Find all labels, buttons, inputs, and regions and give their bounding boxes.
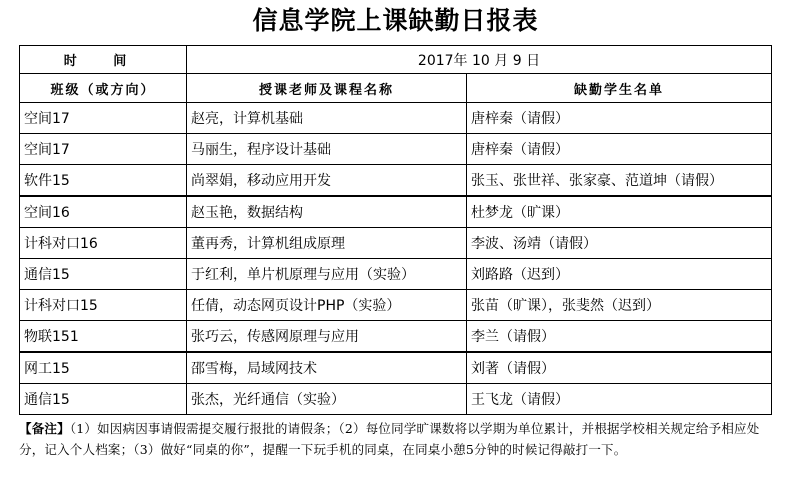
class-cell: 计科对口15: [20, 290, 187, 321]
absent-cell: 杜梦龙（旷课）: [467, 196, 772, 228]
teacher-course-cell: 赵亮，计算机基础: [187, 103, 467, 134]
teacher-course-cell: 董再秀，计算机组成原理: [187, 228, 467, 259]
table-row: [20, 290, 772, 321]
teacher-course-cell: 任倩，动态网页设计PHP（实验）: [187, 290, 467, 321]
table-row: [20, 352, 772, 384]
absent-cell: 刘著（请假）: [467, 352, 772, 384]
header-row: [20, 74, 772, 103]
absent-cell: 唐梓秦（请假）: [467, 134, 772, 165]
table-row: [20, 228, 772, 259]
table-row: [20, 196, 772, 228]
teacher-course-cell: 张巧云，传感网原理与应用: [187, 321, 467, 353]
class-cell: 通信15: [20, 384, 187, 415]
teacher-course-cell: 马丽生，程序设计基础: [187, 134, 467, 165]
class-cell: 物联151: [20, 321, 187, 353]
absent-cell: 张玉、张世祥、张家豪、范道坤（请假）: [467, 165, 772, 197]
table-row: [20, 103, 772, 134]
teacher-course-cell: 赵玉艳，数据结构: [187, 196, 467, 228]
report-title: 信息学院上课缺勤日报表: [252, 6, 539, 35]
time-row: [20, 46, 772, 74]
class-cell: 软件15: [20, 165, 187, 197]
table-row: [20, 321, 772, 353]
remarks-tag: 【备注】: [19, 421, 70, 436]
class-cell: 计科对口16: [20, 228, 187, 259]
table-row: [20, 259, 772, 290]
class-cell: 空间17: [20, 134, 187, 165]
teacher-course-cell: 邵雪梅，局域网技术: [187, 352, 467, 384]
absent-cell: 刘路路（迟到）: [467, 259, 772, 290]
header-absent: 缺勤学生名单: [467, 74, 772, 103]
absent-cell: 张苗（旷课），张斐然（迟到）: [467, 290, 772, 321]
remarks-text: （1）如因病因事请假需提交履行报批的请假条；（2）每位同学旷课数将以学期为单位累计，并根据学校相关规定给予相应处分，记入个人档案；（3）做好“同桌的你”，提醒一下玩手机的同桌，在同桌小憩5分钟的时候记得敲打一下。: [19, 421, 760, 457]
absent-cell: 李波、汤靖（请假）: [467, 228, 772, 259]
class-cell: 空间16: [20, 196, 187, 228]
absent-cell: 王飞龙（请假）: [467, 384, 772, 415]
teacher-course-cell: 张杰，光纤通信（实验）: [187, 384, 467, 415]
time-label: 时 间: [20, 46, 187, 74]
class-cell: 网工15: [20, 352, 187, 384]
absent-cell: 唐梓秦（请假）: [467, 103, 772, 134]
report-date: 2017年 10 月 9 日: [187, 46, 772, 74]
class-cell: 通信15: [20, 259, 187, 290]
absent-cell: 李兰（请假）: [467, 321, 772, 353]
teacher-course-cell: 于红利，单片机原理与应用（实验）: [187, 259, 467, 290]
table-row: [20, 134, 772, 165]
header-class: 班级（或方向）: [20, 74, 187, 103]
table-row: [20, 165, 772, 197]
remarks: [19, 418, 771, 460]
header-teacher-course: 授课老师及课程名称: [187, 74, 467, 103]
table-row: [20, 384, 772, 415]
class-cell: 空间17: [20, 103, 187, 134]
teacher-course-cell: 尚翠娟，移动应用开发: [187, 165, 467, 197]
absence-table: [19, 45, 772, 415]
